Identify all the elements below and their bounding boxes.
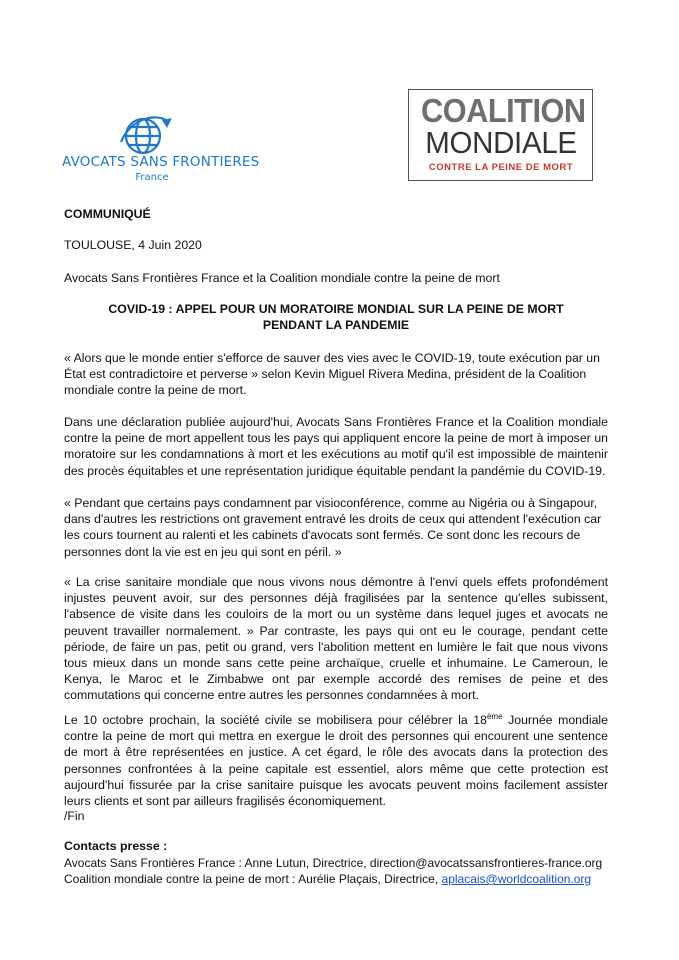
paragraph-5 — [64, 712, 608, 809]
paragraph-1: « Alors que le monde entier s'efforce de sauver des vies avec le COVID-19, toute exécution par un État est contradictoire et perverse » selon Kevin Miguel Rivera Medina, président de la Coalition mondiale contre la peine de mort. — [64, 351, 600, 398]
organisations-line: Avocats Sans Frontières France et la Coalition mondiale contre la peine de mort — [64, 271, 500, 285]
end-marker: /Fin — [64, 809, 85, 823]
asf-logo-country: France — [135, 172, 169, 183]
asf-logo — [62, 112, 260, 188]
paragraph-5-rest: Journée mondiale contre la peine de mort qui mettra en exergue le droit des personnes qui encourent une sentence de mort à être représentées en justice. A cet égard, le rôle des avocats dans la protection des personnes confrontées à la peine capitale est essentiel, alors même que cette protection est aujourd'hui fissurée par la crise sanitaire puisque les avocats peuvent moins facilement assister leurs clients et sont par ailleurs fragilisés économiquement. — [64, 713, 608, 809]
title-line-2: PENDANT LA PANDEMIE — [262, 318, 410, 332]
contact-coalition-email-link[interactable]: aplacais@worldcoalition.org — [441, 872, 592, 886]
title-line-1: COVID-19 : APPEL POUR UN MORATOIRE MONDIAL SUR LA PEINE DE MORT — [108, 302, 564, 316]
paragraph-2: Dans une déclaration publiée aujourd'hui, Avocats Sans Frontières France et la Coalition mondiale contre la peine de mort appellent tous les pays qui appliquent encore la peine de mort à imposer un moratoire sur les condamnations à mort et les exécutions au motif qu'il est impossible de maintenir des procès équitables et une représentation juridique équitable pendant la pandémie du COVID-19. — [64, 415, 608, 478]
contact-coalition-text: Coalition mondiale contre la peine de mort : Aurélie Plaçais, Directrice, — [64, 872, 442, 886]
contact-coalition — [64, 871, 608, 887]
ordinal-suffix: ème — [486, 711, 503, 721]
paragraph-5-start: Le 10 octobre prochain, la société civile se mobilisera pour célébrer la 18 — [64, 713, 487, 727]
contacts-heading: Contacts presse : — [64, 839, 168, 853]
coalition-logo-line3: CONTRE LA PEINE DE MORT — [428, 162, 574, 173]
coalition-logo-line2: MONDIALE — [425, 125, 577, 160]
paragraph-4: « La crise sanitaire mondiale que nous vivons nous démontre à l'envi quels effets profondément injustes peuvent avoir, sur des personnes déjà fragilisées par la sentence qu'elles subissent, l'absence de visite dans les couloirs de la mort ou un système dans lequel juges et avocats ne peuvent travailler normalement. » Par contraste, les pays qui ont eu le courage, pendant cette période, de faire un pas, petit ou grand, vers l'abolition mettent en lumière le fait que nous vivons tous mieux dans un monde sans cette peine archaïque, cruelle et inhumaine. Le Cameroun, le Kenya, le Maroc et le Zimbabwe ont par exemple accordé des remises de peine et des commutations qui concerne entre autres les personnes condamnées à mort. — [64, 575, 608, 703]
communique-label: COMMUNIQUÉ — [64, 207, 151, 221]
asf-logo-name: AVOCATS SANS FRONTIERES — [62, 154, 260, 170]
contact-asf: Avocats Sans Frontières France : Anne Lutun, Directrice, direction@avocatssansfrontieres-france.org — [64, 856, 603, 870]
dateline: TOULOUSE, 4 Juin 2020 — [64, 238, 202, 252]
coalition-logo — [408, 89, 593, 181]
coalition-logo-line1: COALITION — [421, 92, 586, 129]
paragraph-3: « Pendant que certains pays condamnent par visioconférence, comme au Nigéria ou à Singapour, dans d'autres les restrictions ont gravement entravé les droits de ceux qui attendent l'exécution car les cours tournent au ralenti et les cabinets d'avocats sont fermés. Ce sont donc les recours de personnes dont la vie est en jeu qui sont en péril. » — [64, 496, 602, 559]
globe-arrow-icon — [117, 112, 175, 158]
